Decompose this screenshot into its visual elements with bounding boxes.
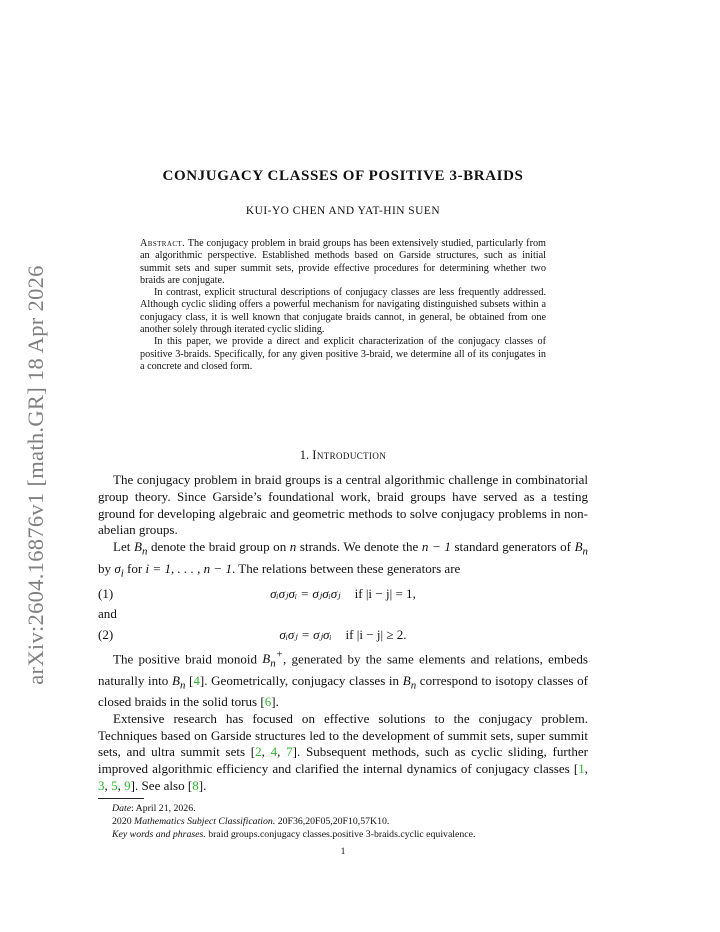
equation-expression: [98, 623, 588, 647]
equation-number: (1): [98, 586, 114, 601]
math-symbol: B: [262, 651, 271, 667]
arxiv-sidebar: [8, 250, 64, 700]
footnote-date: [112, 802, 592, 815]
text-run: ].: [271, 693, 279, 709]
footnote-year: 2020: [112, 816, 135, 828]
footnote-label: Key words and phrases.: [112, 829, 206, 841]
text-run: standard generators of: [450, 539, 575, 555]
text-run: strands. We denote the: [296, 539, 422, 555]
text-run: by: [98, 560, 115, 576]
math-sigma-i: $\sigma_i$: [114, 560, 124, 580]
text-run: . The relations between these generators are: [232, 560, 461, 576]
footnote-keywords: [112, 828, 592, 841]
abstract-paragraph-1: [140, 238, 546, 287]
text-run: denote the braid group on: [147, 539, 290, 555]
citation-link[interactable]: 4: [270, 744, 278, 760]
paper-authors: KUI-YO CHEN AND YAT-HIN SUEN: [245, 205, 441, 217]
math-n: n: [289, 539, 297, 555]
citation-link[interactable]: 4: [193, 672, 200, 688]
text-run: Let: [113, 539, 134, 555]
math-subscript: n: [582, 545, 588, 558]
text-run: ]. Geometrically, conjugacy classes in: [199, 672, 403, 688]
math-symbol: B: [133, 539, 142, 555]
page-number: 1: [340, 846, 346, 857]
math-Bn: [171, 672, 186, 692]
math-i-range: i = 1, . . . , n − 1: [145, 560, 232, 576]
citation-link[interactable]: 5: [111, 777, 118, 793]
math-Bn: [133, 539, 148, 558]
text-run: Extensive research has focused on effective solutions to the conjugacy problem. Techniques based on Garside structures led to the development of summit sets, super summit sets, and ultra summit sets [: [98, 710, 588, 760]
footnote-value: : April 21, 2026.: [131, 803, 196, 814]
text-run: for: [123, 560, 146, 576]
section-heading: [98, 448, 588, 463]
section-number: 1.: [299, 448, 310, 462]
abstract: [140, 238, 546, 373]
footnote-label: Mathematics Subject Classification.: [134, 816, 276, 828]
abstract-paragraph-3: In this paper, we provide a direct and explicit characterization of the conjugacy classes of positive 3-braids. Specifically, for any given positive 3-braid, we determine all of its conjugates in a concrete and closed form.: [140, 336, 546, 372]
equation-condition: if |i − j| ≥ 2.: [345, 626, 407, 642]
connector-text: and: [98, 606, 117, 621]
text-run: The positive braid monoid: [113, 651, 263, 667]
section-title: Introduction: [312, 448, 387, 462]
footnote-msc: [112, 815, 592, 828]
citation-link[interactable]: 3: [98, 777, 105, 793]
citation-link[interactable]: 8: [192, 777, 199, 793]
equation-expression: [98, 582, 588, 606]
footnote-label: Date: [112, 803, 132, 814]
math-subscript: n: [270, 657, 276, 670]
footnote-rule: [98, 798, 144, 799]
abstract-paragraph-2: In contrast, explicit structural descriptions of conjugacy classes are less frequently addressed. Although cyclic sliding offers a powerful mechanism for navigating distinguished subsets within a conjugacy class, it is well known that conjugate braids cannot, in general, be obtained from one another solely through iterated cyclic sliding.: [140, 287, 546, 336]
math-symbol: B: [402, 672, 411, 688]
intro-paragraph-3: [98, 647, 588, 711]
citation-link[interactable]: 2: [255, 744, 262, 760]
equation-1: [98, 582, 588, 606]
text-run: ]. See also [: [130, 777, 193, 793]
math-subscript: n: [141, 545, 148, 558]
abstract-heading: Abstract.: [140, 238, 186, 249]
text-run: ].: [198, 777, 207, 793]
intro-paragraph-1: The conjugacy problem in braid groups is a central algorithmic challenge in combinatorial group theory. Since Garside’s foundational work, braid groups have served as a testing ground for developing algebraic and geometric methods to solve conjugacy problems in non-abelian groups.: [98, 472, 588, 538]
math-Bn: [574, 539, 588, 558]
text-run: [: [185, 672, 194, 688]
footnote-value: braid groups.conjugacy classes.positive 3-braids.cyclic equivalence.: [205, 829, 476, 841]
footnotes: [112, 802, 592, 842]
equation-number: (2): [98, 626, 114, 642]
paper-title: CONJUGACY CLASSES OF POSITIVE 3-BRAIDS: [162, 168, 524, 184]
equation-2: [98, 623, 588, 647]
math-symbol: B: [574, 539, 583, 555]
equation-body: σᵢσⱼσᵢ = σⱼσᵢσⱼ: [270, 586, 341, 601]
arxiv-identifier: arXiv:2604.16876v1 [math.GR] 18 Apr 2026: [23, 265, 48, 685]
text-run: ]. Subsequent methods, such as cyclic sliding, further improved algorithmic efficiency and clarified the internal dynamics of conjugacy classes [: [98, 744, 589, 777]
footnote-value: 20F36,20F05,20F10,57K10.: [275, 816, 390, 828]
math-subscript: n: [179, 679, 186, 692]
intro-paragraph-2: [98, 539, 588, 582]
math-symbol: σ: [114, 560, 121, 576]
introduction-body: [98, 472, 588, 795]
math-symbol: B: [171, 672, 180, 688]
math-Bn-plus: $B_n^+$: [262, 648, 284, 670]
citation-link[interactable]: 6: [264, 693, 272, 709]
math-subscript: n: [410, 679, 417, 692]
math-n-minus-1: n − 1: [421, 539, 451, 555]
equation-body: σᵢσⱼ = σⱼσᵢ: [279, 626, 332, 642]
abstract-text-1: The conjugacy problem in braid groups has been extensively studied, particularly from an algorithmic perspective. Established methods based on Garside structures, such as initial summit sets and super summit sets, provide effective procedures for determining whether two braids are conjugate.: [140, 238, 546, 286]
text-run: correspond to isotopy classes of closed braids in the solid torus [: [98, 672, 588, 709]
citation-link[interactable]: 9: [124, 777, 131, 793]
citation-link[interactable]: 1: [578, 761, 585, 777]
intro-paragraph-4: Extensive research has focused on effective solutions to the conjugacy problem. Techniques based on Garside structures led to the development of summit sets, super summit sets, and ultra summit sets [2, 4, 7]. Subsequent methods, such as cyclic sliding, further improved algorithmic efficiency and clarified the internal dynamics of conjugacy classes [1, 3, 5, 9]. See also [8].: [98, 710, 589, 793]
text-run: , generated by the same elements and relations, embeds naturally into: [98, 651, 588, 688]
equation-condition: if |i − j| = 1,: [354, 586, 416, 601]
math-Bn: [402, 672, 417, 692]
citation-link[interactable]: 7: [286, 744, 293, 760]
